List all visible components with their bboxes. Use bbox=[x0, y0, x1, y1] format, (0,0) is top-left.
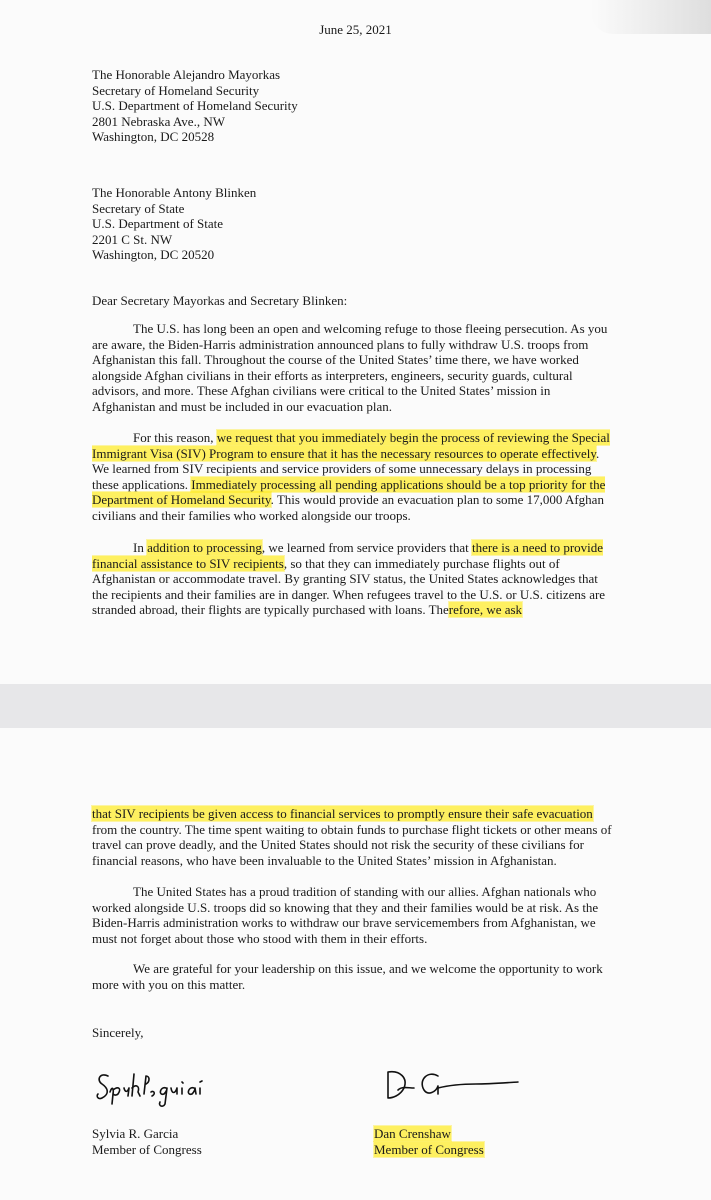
signer-name: Sylvia R. Garcia bbox=[92, 1126, 179, 1141]
signer-crenshaw bbox=[374, 1126, 484, 1157]
letter-date: June 25, 2021 bbox=[319, 22, 392, 37]
letter-page-2 bbox=[0, 728, 711, 1200]
address-line: The Honorable Alejandro Mayorkas bbox=[92, 67, 281, 82]
paragraph-2 bbox=[92, 430, 614, 523]
highlighted-text: we request that you immediately begin the process of reviewing the Special Immigrant Visa (SIV) Program to ensure that it has the necessary resources to operate effectively bbox=[92, 430, 610, 461]
address-line: Secretary of State bbox=[92, 200, 185, 216]
signer-name: Dan Crenshaw bbox=[374, 1126, 451, 1141]
text-run: from the country. The time spent waiting to obtain funds to purchase flight tickets or other means of travel can prove deadly, and the United States should not risk the security of these civilians for financial reasons, who have been invaluable to the United States’ mission in Afghanistan. bbox=[92, 821, 612, 868]
text-run: , so that they can immediately purchase flights out of Afghanistan or accommodate travel. By granting SIV status, the United States acknowledges that the recipients and their families are in danger. When refugees travel to the U.S. or U.S. citizens are stranded abroad, their flights are typically purchased with loans. The bbox=[92, 555, 606, 617]
highlighted-text: there is a need to provide financial assistance to SIV recipients bbox=[92, 540, 604, 571]
paragraph-5: The United States has a proud tradition of standing with our allies. Afghan nationals who worked alongside U.S. troops did so knowing that they and their families would be at risk. As the Biden-Harris administration works to withdraw our brave servicemembers from Afghanistan, we must not forget about those who stood with them in their efforts. bbox=[92, 884, 599, 946]
signature-crenshaw bbox=[384, 1064, 524, 1106]
paragraph-1: The U.S. has long been an open and welcoming refuge to those fleeing persecution. As you are aware, the Biden-Harris administration announced plans to fully withdraw U.S. troops from Afghanistan this fall. Throughout the course of the United States’ time there, we have worked alongside Afghan civilians in their efforts as interpreters, engineers, security guards, cultural advisors, and more. These Afghan civilians were critical to the United States’ mission in Afghanistan and must be included in our evacuation plan. bbox=[92, 321, 608, 414]
text-run: , we learned from service providers that bbox=[261, 540, 473, 555]
address-line: U.S. Department of State bbox=[92, 216, 224, 231]
salutation: Dear Secretary Mayorkas and Secretary Blinken: bbox=[92, 293, 348, 308]
address-line: 2201 C St. NW bbox=[92, 231, 173, 247]
text-run: For this reason, bbox=[133, 430, 217, 445]
address-line: Washington, DC 20520 bbox=[92, 247, 215, 262]
closing: Sincerely, bbox=[92, 1025, 144, 1040]
address-line: 2801 Nebraska Ave., NW bbox=[92, 113, 225, 129]
paragraph-3 bbox=[92, 540, 614, 618]
signer-title: Member of Congress bbox=[374, 1141, 484, 1157]
signer-garcia bbox=[92, 1126, 202, 1157]
address-line: U.S. Department of Homeland Security bbox=[92, 98, 298, 113]
paragraph-6: We are grateful for your leadership on this issue, and we welcome the opportunity to work more with you on this matter. bbox=[92, 961, 603, 992]
highlighted-text: that SIV recipients be given access to financial services to promptly ensure their safe evacuation bbox=[92, 806, 593, 821]
recipient-address-1 bbox=[92, 67, 298, 145]
highlighted-text: refore, we ask bbox=[448, 602, 523, 617]
paragraph-4 bbox=[92, 806, 614, 868]
text-run: In bbox=[133, 540, 148, 555]
address-line: Secretary of Homeland Security bbox=[92, 82, 260, 98]
text-run: . We learned from SIV recipients and service providers of some unnecessary delays in processing these applications. bbox=[92, 445, 600, 492]
address-line: Washington, DC 20528 bbox=[92, 129, 215, 144]
signature-garcia bbox=[94, 1066, 224, 1110]
highlighted-text: Immediately processing all pending applications should be a top priority for the Department of Homeland Security bbox=[92, 476, 606, 507]
recipient-address-2 bbox=[92, 185, 256, 263]
text-run: . This would provide an evacuation plan to some 17,000 Afghan civilians and their families who worked alongside our troops. bbox=[92, 492, 604, 523]
address-line: The Honorable Antony Blinken bbox=[92, 185, 257, 200]
signer-title: Member of Congress bbox=[92, 1141, 202, 1157]
highlighted-text: addition to processing bbox=[147, 540, 262, 555]
